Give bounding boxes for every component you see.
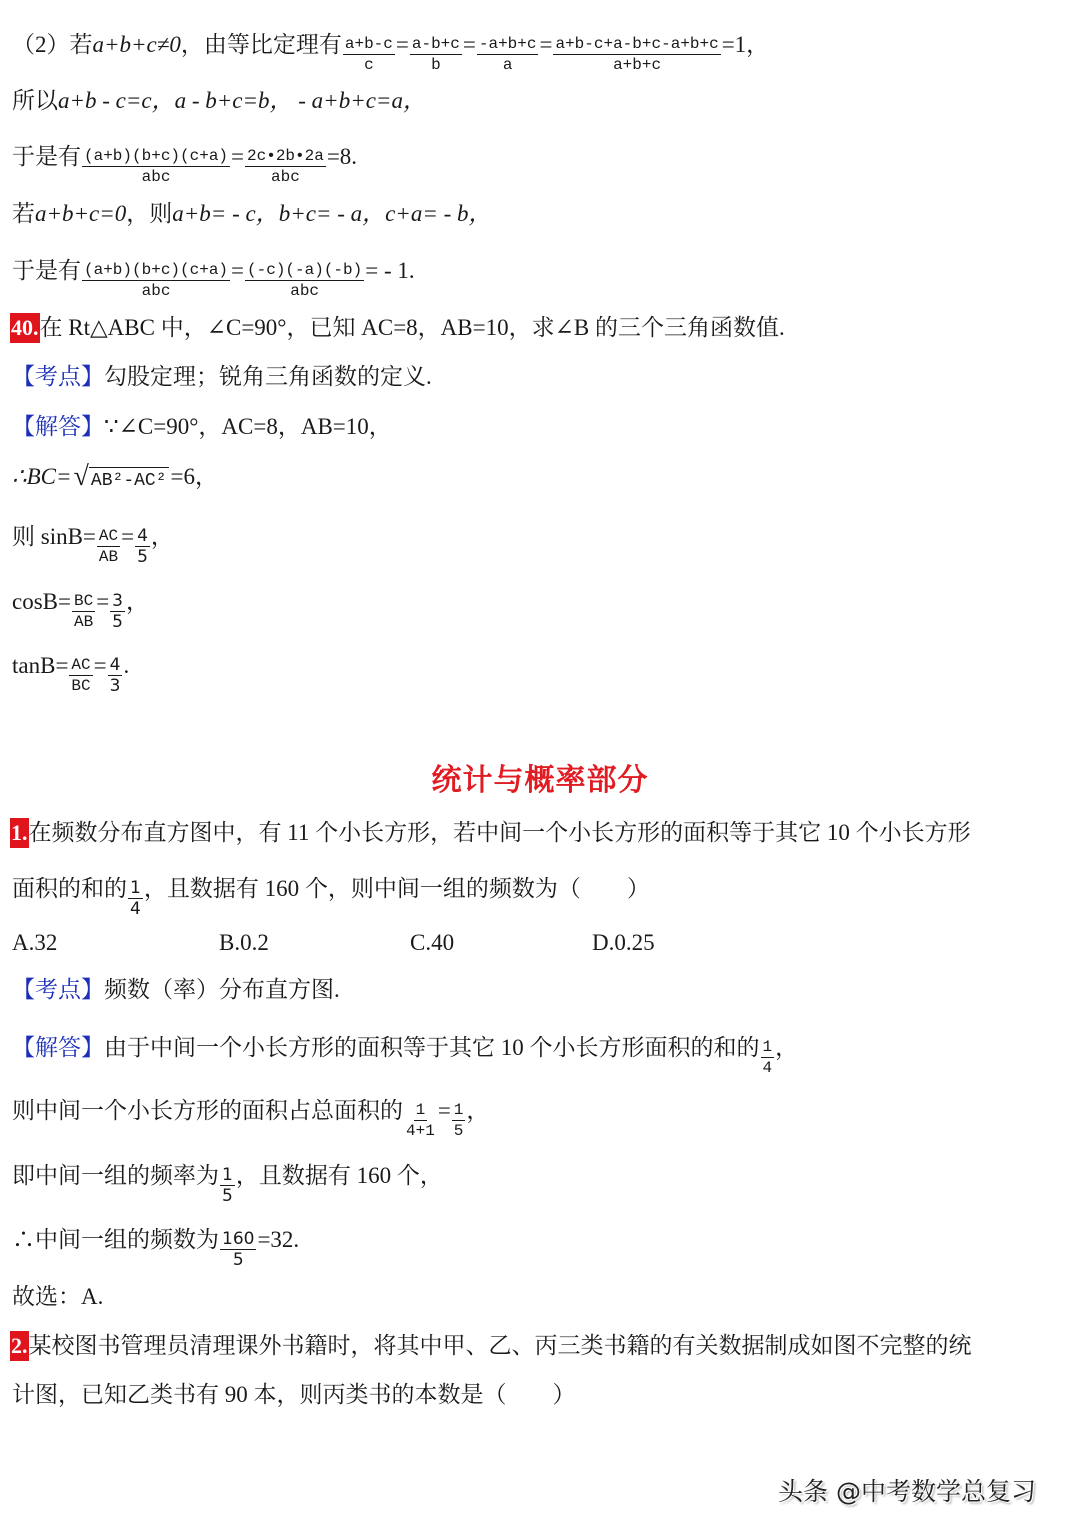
q40-jieda xyxy=(12,412,392,442)
fraction xyxy=(108,655,123,696)
text: tanB= xyxy=(12,652,69,678)
question-2-line2 xyxy=(12,1380,576,1410)
square-root xyxy=(74,462,169,492)
text: ，由等比定理有 xyxy=(180,31,342,57)
q1-step3 xyxy=(12,1155,443,1206)
denominator: abc xyxy=(141,168,171,186)
denominator: 5 xyxy=(232,1250,244,1270)
q40-kaodian xyxy=(12,362,432,392)
solution-line-zero-case xyxy=(12,199,492,229)
text: ， xyxy=(775,1034,799,1060)
text: 则中间一个小长方形的面积占总面积的 xyxy=(12,1097,403,1123)
result: =6， xyxy=(170,464,219,489)
fraction xyxy=(410,34,462,75)
text: =32. xyxy=(257,1226,300,1252)
numerator: a+b-c xyxy=(344,35,393,53)
fraction xyxy=(135,526,150,567)
jieda-text: 由于中间一个小长方形的面积等于其它 10 个小长方形面积的和的 xyxy=(104,1034,760,1060)
text: （2）若 xyxy=(12,31,93,57)
numerator: (a+b)(b+c)(c+a) xyxy=(84,261,229,279)
numerator: a+b-c+a-b+c-a+b+c xyxy=(555,35,719,53)
text: ， xyxy=(150,523,174,549)
numerator: 2c•2b•2a xyxy=(247,147,324,165)
text: cosB= xyxy=(12,588,71,614)
q40-tan-line: tanB= $\frac{AC}{BC}$ = $\frac{4}{3}$ . xyxy=(12,652,130,696)
text: ， xyxy=(466,1097,490,1123)
numerator: 1 xyxy=(762,1038,773,1056)
expression: a+b= - c，b+c= - a，c+a= - b， xyxy=(172,201,492,226)
text: 于是有 xyxy=(12,257,81,283)
text: ，且数据有 160 个，则中间一组的频数为（ ） xyxy=(143,875,650,901)
text: ∴BC= xyxy=(12,464,72,489)
numerator: a-b+c xyxy=(411,35,460,53)
solution-line-ratio-theorem: （2）若 a+b+c≠0 ，由等比定理有 $\frac{a+b-c}{c}$ = $\frac{a-b+c}{b}$ = $\frac{-a+b+c}{a}$ = $\frac{a+b-c+a-b+c-a+b+c}{a+b+c}$ =1， xyxy=(12,31,770,74)
option-b[interactable]: B.0.2 xyxy=(219,930,269,955)
denominator: AB xyxy=(73,613,94,631)
text: ，且数据有 160 个， xyxy=(235,1162,443,1188)
fraction xyxy=(477,34,539,75)
text: ，则 xyxy=(126,201,173,226)
option-d[interactable]: D.0.25 xyxy=(592,930,655,955)
kaodian-text: 频数（率）分布直方图. xyxy=(104,977,340,1002)
numerator: -a+b+c xyxy=(478,35,537,53)
denominator: c xyxy=(364,56,374,74)
fraction xyxy=(553,34,720,75)
denominator: abc xyxy=(271,168,300,186)
denominator: 5 xyxy=(222,1186,233,1206)
fraction xyxy=(343,34,395,75)
condition: a+b+c≠0 xyxy=(92,31,181,57)
text: 即中间一组的频率为 xyxy=(12,1162,219,1188)
fraction xyxy=(761,1037,775,1078)
fraction xyxy=(69,655,92,696)
text: 所以 xyxy=(12,88,58,113)
question-text: 在 Rt△ABC 中，∠C=90°，已知 AC=8，AB=10，求∠B 的三个三角函数值. xyxy=(39,315,785,340)
denominator: 4+1 xyxy=(406,1122,435,1140)
text: ∴中间一组的频数为 xyxy=(12,1226,219,1252)
fraction xyxy=(110,591,125,632)
jieda-label: 【解答】 xyxy=(12,1034,104,1060)
numerator: 1 xyxy=(222,1165,233,1185)
fraction xyxy=(97,526,120,567)
q1-step4 xyxy=(12,1219,300,1270)
question-40 xyxy=(10,313,785,343)
text: 则 sinB= xyxy=(12,523,96,549)
radical-icon: √ xyxy=(73,461,89,492)
q1-step2: 则中间一个小长方形的面积占总面积的 $\frac{1}{4+1}$ = $\frac{1}{5}$ ， xyxy=(12,1097,490,1140)
option-a[interactable]: A.32 xyxy=(12,930,58,955)
kaodian-text: 勾股定理；锐角三角函数的定义. xyxy=(104,364,432,389)
fraction xyxy=(245,260,364,301)
denominator: abc xyxy=(141,282,171,300)
numerator: 1 xyxy=(453,1101,464,1119)
text: 若 xyxy=(12,201,35,226)
numerator: 160 xyxy=(222,1229,255,1249)
question-number-badge: 1. xyxy=(10,818,29,848)
denominator: abc xyxy=(290,282,320,300)
question-number-badge: 40. xyxy=(10,313,40,343)
q1-jieda xyxy=(12,1027,799,1077)
section-title: 统计与概率部分 xyxy=(431,763,649,798)
numerator: (-c)(-a)(-b) xyxy=(247,261,363,279)
denominator: 5 xyxy=(112,612,123,632)
result: =8. xyxy=(326,143,358,169)
denominator: b xyxy=(431,56,441,74)
fraction xyxy=(82,146,230,187)
question-number-badge: 2. xyxy=(10,1331,29,1361)
jieda-text: ∵∠C=90°，AC=8，AB=10， xyxy=(104,414,392,439)
q1-answer xyxy=(12,1282,103,1312)
question-1-line2 xyxy=(12,868,650,919)
expression: a+b - c=c，a - b+c=b， - a+b+c=a， xyxy=(58,88,426,113)
q40-cos-line: cosB= $\frac{BC}{AB}$ = $\frac{3}{5}$ ， xyxy=(12,588,149,632)
text: 面积的和的 xyxy=(12,875,127,901)
denominator: BC xyxy=(71,677,91,695)
option-c[interactable]: C.40 xyxy=(410,930,455,955)
fraction xyxy=(220,1229,256,1270)
question-text: 计图，已知乙类书有 90 本，则丙类书的本数是（ ） xyxy=(12,1382,576,1407)
fraction xyxy=(245,146,326,187)
text: . xyxy=(123,652,130,678)
numerator: 3 xyxy=(112,591,123,611)
denominator: 4 xyxy=(762,1059,773,1077)
fraction xyxy=(220,1165,235,1206)
answer-text: 故选：A. xyxy=(12,1284,104,1309)
numerator: 4 xyxy=(109,655,121,675)
denominator: 3 xyxy=(109,676,121,696)
text: ， xyxy=(126,588,149,614)
denominator: a+b+c xyxy=(613,56,662,74)
fraction xyxy=(72,591,95,632)
numerator: AC xyxy=(71,656,91,674)
numerator: 4 xyxy=(137,526,148,546)
kaodian-label: 【考点】 xyxy=(12,364,104,389)
jieda-label: 【解答】 xyxy=(12,414,104,439)
q40-sin-line: 则 sinB= $\frac{AC}{AB}$ = $\frac{4}{5}$ ， xyxy=(12,523,174,567)
numerator: (a+b)(b+c)(c+a) xyxy=(84,147,229,165)
watermark: 头条 @中考数学总复习 xyxy=(778,1477,1036,1506)
fraction xyxy=(128,878,143,919)
numerator: 1 xyxy=(415,1101,426,1119)
denominator: a xyxy=(502,56,513,74)
result: = - 1. xyxy=(365,257,415,283)
text: 于是有 xyxy=(12,143,81,169)
result: =1， xyxy=(721,31,770,57)
fraction xyxy=(404,1100,437,1141)
numerator: BC xyxy=(73,592,94,610)
denominator: 5 xyxy=(137,547,148,567)
numerator: 1 xyxy=(130,878,141,898)
solution-line-result-neg1: 于是有 $\frac{(a+b)(b+c)(c+a)}{\text{abc}}$ = $\frac{(-c)(-a)(-b)}{\text{abc}}$ = - 1. xyxy=(12,257,415,300)
denominator: 5 xyxy=(453,1122,464,1140)
expression: a+b+c=0 xyxy=(35,201,127,226)
kaodian-label: 【考点】 xyxy=(12,977,104,1002)
question-text: 在频数分布直方图中，有 11 个小长方形，若中间一个小长方形的面积等于其它 10 个小长方形 xyxy=(28,820,971,845)
radicand: AB²-AC² xyxy=(89,467,169,492)
solution-line-so xyxy=(12,86,426,116)
question-2-line1 xyxy=(10,1331,972,1361)
solution-line-result-8: 于是有 $\frac{(a+b)(b+c)(c+a)}{\text{abc}}$ = $\frac{2c•2b•2a}{\text{abc}}$ =8. xyxy=(12,143,358,186)
fraction xyxy=(452,1100,466,1141)
q40-bc-line xyxy=(12,462,218,492)
question-text: 某校图书管理员清理课外书籍时，将其中甲、乙、丙三类书籍的有关数据制成如图不完整的统 xyxy=(28,1333,972,1358)
question-1-line1 xyxy=(10,818,971,848)
numerator: AC xyxy=(98,527,119,545)
fraction xyxy=(82,260,230,301)
denominator: 4 xyxy=(130,899,141,919)
denominator: AB xyxy=(98,548,119,566)
q1-kaodian xyxy=(12,975,340,1005)
